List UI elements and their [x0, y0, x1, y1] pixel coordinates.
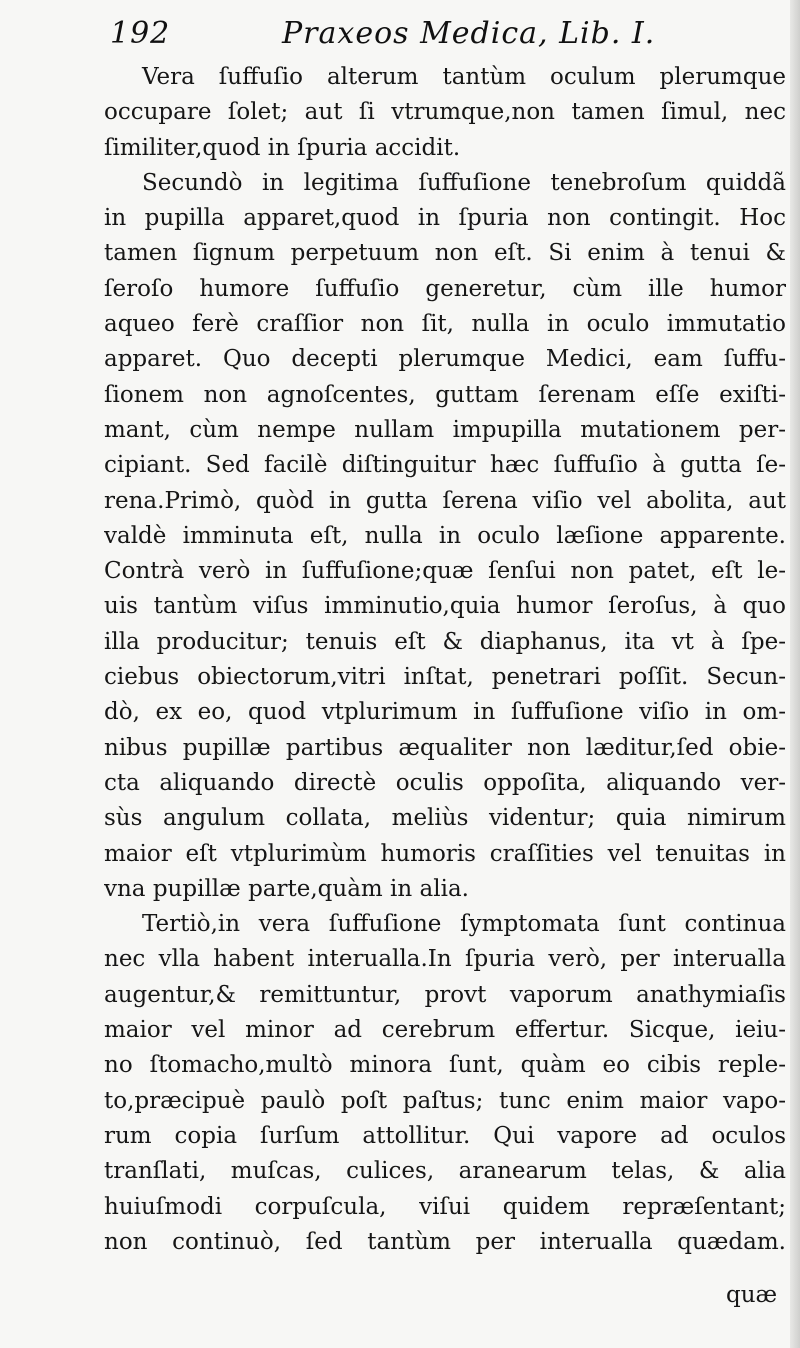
text-line: huiuſmodi corpuſcula, viſui quidem repræſentant; [104, 1193, 786, 1220]
text-line: tranſlati, muſcas, culices, aranearum telas, & alia [104, 1158, 786, 1185]
text-line: apparet. Quo decepti plerumque Medici, eam ſuffu- [104, 346, 786, 373]
text-line: aqueo ferè craſſior non ſit, nulla in oculo immutatio [104, 311, 786, 338]
text-line: vna pupillæ parte,quàm in alia. [104, 875, 469, 902]
text-line: cta aliquando directè oculis oppoſita, aliquando ver- [104, 769, 786, 796]
page-number: 192 [110, 16, 171, 51]
text-line: ſeroſo humore ſuffuſio generetur, cùm ille humor [104, 275, 786, 302]
text-line: non continuò, ſed tantùm per interualla quædam. [104, 1228, 786, 1255]
text-line: augentur,& remittuntur, provt vaporum anathymiaſis [104, 981, 786, 1008]
page-header [110, 14, 710, 58]
text-line: ſionem non agnoſcentes, guttam ſerenam eſſe exiſti- [104, 381, 786, 408]
text-line: Secundò in legitima ſuffuſione tenebroſum quiddã [142, 169, 786, 196]
text-line: in pupilla apparet,quod in ſpuria non contingit. Hoc [104, 205, 786, 232]
text-line: dò, ex eo, quod vtplurimum in ſuffuſione viſio in om- [104, 699, 786, 726]
text-line: maior eſt vtplurimùm humoris craſſities vel tenuitas in [104, 840, 786, 867]
text-line: cipiant. Sed facilè diſtinguitur hæc ſuffuſio à gutta ſe- [104, 452, 786, 479]
body-text [104, 60, 786, 1260]
catchword: quæ [726, 1282, 778, 1308]
text-line: maior vel minor ad cerebrum effertur. Sicque, ieiu- [104, 1017, 786, 1044]
text-line: mant, cùm nempe nullam impupilla mutationem per- [104, 416, 786, 443]
running-title: Praxeos Medica, Lib. I. [282, 16, 656, 51]
text-line: occupare ſolet; aut ſi vtrumque,non tamen ſimul, nec [104, 99, 786, 126]
text-line: ciebus obiectorum,vitri inſtat, penetrari poſſit. Secun- [104, 664, 786, 691]
text-line: valdè imminuta eſt, nulla in oculo læſione apparente. [104, 522, 786, 549]
text-line: to,præcipuè paulò poſt paſtus; tunc enim maior vapo- [104, 1087, 786, 1114]
text-line: tamen ſignum perpetuum non eſt. Si enim à tenui & [104, 240, 786, 267]
text-line: illa producitur; tenuis eſt & diaphanus, ita vt à ſpe- [104, 628, 786, 655]
text-line: nec vlla habent interualla.In ſpuria verò, per interualla [104, 946, 786, 973]
text-line: rena.Primò, quòd in gutta ſerena viſio vel abolita, aut [104, 487, 786, 514]
text-line: Contrà verò in ſuffuſione;quæ ſenſui non patet, eſt le- [104, 558, 786, 585]
text-line: uis tantùm viſus imminutio,quia humor ſeroſus, à quo [104, 593, 786, 620]
text-line: rum copia ſurſum attollitur. Qui vapore ad oculos [104, 1122, 786, 1149]
page-edge-shadow [790, 0, 800, 1348]
text-line: Tertiò,in vera ſuffuſione ſymptomata ſunt continua [142, 911, 786, 938]
text-line: no ſtomacho,multò minora ſunt, quàm eo cibis reple- [104, 1052, 786, 1079]
text-line: Vera ſuffuſio alterum tantùm oculum plerumque [142, 64, 786, 90]
text-line: nibus pupillæ partibus æqualiter non læditur,ſed obie- [104, 734, 786, 761]
text-line: sùs angulum collata, meliùs videntur; quia nimirum [104, 805, 786, 832]
text-line: ſimiliter,quod in ſpuria accidit. [104, 134, 461, 161]
